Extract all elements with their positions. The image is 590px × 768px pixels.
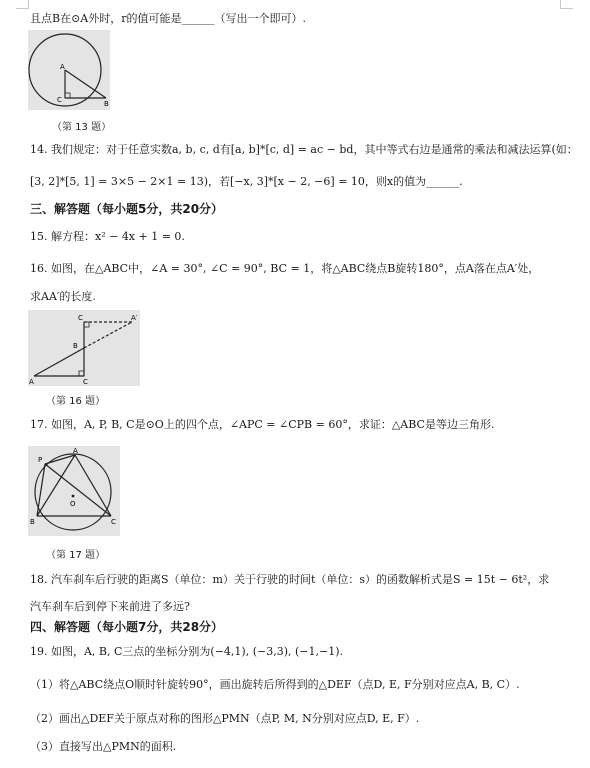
q19-stem: 19. 如图，A, B, C三点的坐标分别为(−4,1), (−3,3), (−1,−1). [30, 645, 343, 658]
section-3-heading: 三、解答题（每小题5分，共20分） [30, 202, 224, 216]
q19-part-1: （1）将△ABC绕点O顺时针旋转90°，画出旋转后所得到的△DEF（点D, E, F分别对应点A, B, C）. [30, 678, 520, 691]
figure-17-drawing [28, 446, 120, 536]
crop-mark-top-left [16, 0, 29, 9]
fig13-label-c: C [57, 96, 62, 104]
figure-16-drawing [28, 310, 140, 386]
figure-13-caption: （第 13 题） [52, 122, 112, 133]
q14-line-1: 14. 我们规定：对于任意实数a, b, c, d有[a, b]*[c, d] = ac − bd，其中等式右边是通常的乘法和减法运算(如： [30, 143, 578, 156]
q18-line-1: 18. 汽车刹车后行驶的距离S（单位：m）关于行驶的时间t（单位：s）的函数解析式是S = 15t − 6t²，求 [30, 573, 550, 586]
fig16-label-b: B [73, 342, 78, 350]
figure-13 [28, 30, 110, 110]
fig16-label-a-prime: A′ [131, 314, 138, 322]
q14-line-2: [3, 2]*[5, 1] = 3×5 − 2×1 = 13)，若[−x, 3]*[x − 2, −6] = 10，则x的值为______. [30, 175, 463, 188]
section-4-heading: 四、解答题（每小题7分，共28分） [30, 620, 224, 634]
figure-16-caption: （第 16 题） [46, 396, 106, 407]
figure-17 [28, 446, 120, 536]
q17-text: 17. 如图，A, P, B, C是⊙O上的四个点，∠APC = ∠CPB = 60°，求证：△ABC是等边三角形. [30, 418, 495, 431]
fig16-label-c-top: C [78, 314, 83, 322]
q16-line-1: 16. 如图，在△ABC中，∠A = 30°, ∠C = 90°, BC = 1，将△ABC绕点B旋转180°，点A落在点A′处， [30, 262, 540, 275]
figure-13-drawing [28, 30, 110, 110]
fig17-label-o: O [70, 500, 76, 508]
fig16-label-c-bottom: C [83, 378, 88, 386]
fig13-label-a: A [60, 63, 65, 71]
crop-mark-top-right [560, 0, 573, 9]
fig16-label-a: A [29, 378, 34, 386]
q18-line-2: 汽车刹车后到停下来前进了多远? [30, 600, 190, 613]
fig13-label-b: B [104, 100, 109, 108]
figure-17-caption: （第 17 题） [46, 550, 106, 561]
q19-part-2: （2）画出△DEF关于原点对称的图形△PMN（点P, M, N分别对应点D, E, F）. [30, 712, 420, 725]
fig17-label-c: C [111, 518, 116, 526]
fig17-label-a: A [73, 447, 78, 455]
fig17-label-b: B [30, 518, 35, 526]
fig17-label-p: P [38, 456, 43, 464]
q19-part-3: （3）直接写出△PMN的面积. [30, 740, 177, 753]
q15-text: 15. 解方程：x² − 4x + 1 = 0. [30, 230, 185, 243]
q16-line-2: 求AA′的长度. [30, 290, 96, 303]
q13-tail-text: 且点B在⊙A外时，r的值可能是______（写出一个即可）. [30, 12, 306, 25]
figure-16 [28, 310, 140, 386]
